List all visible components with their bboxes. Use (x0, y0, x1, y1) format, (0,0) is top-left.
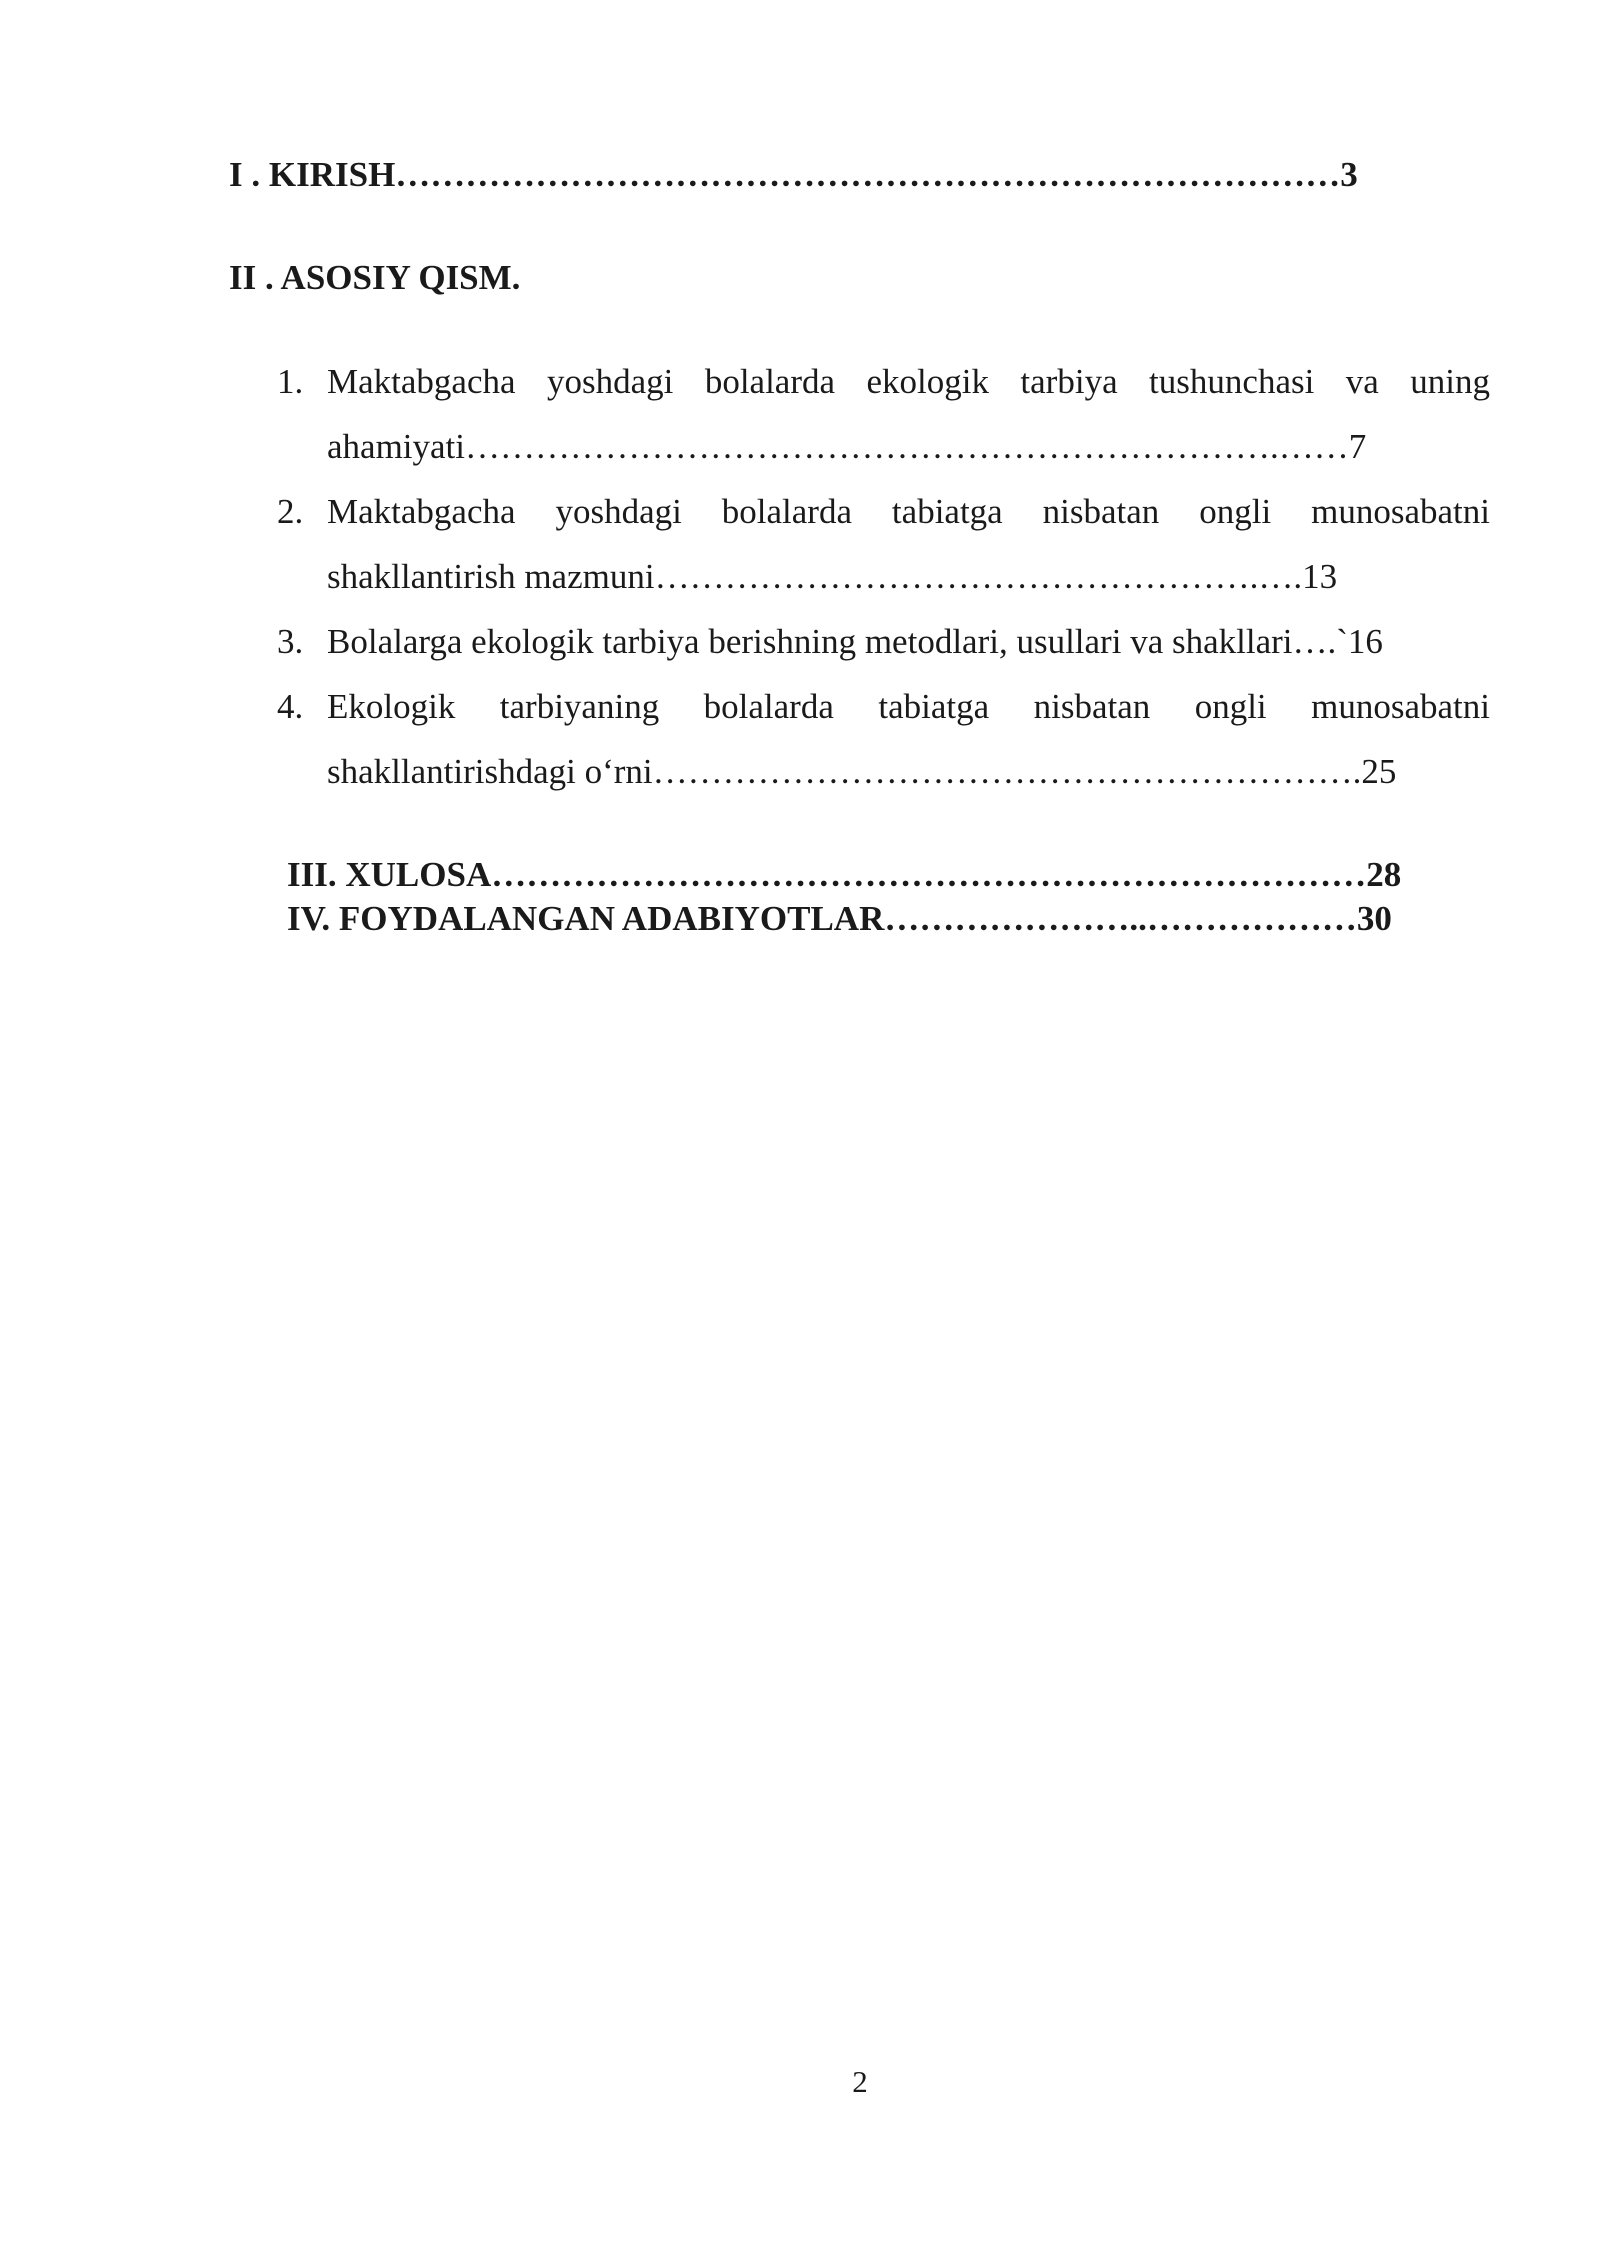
toc-item-title-continuation: shakllantirish mazmuni…………………………………………….….13 (327, 557, 1338, 596)
toc-item-title-continuation: ahamiyati…………………………………………………………….……7 (327, 427, 1367, 466)
toc-item-number: 2. (277, 492, 304, 531)
page-number: 2 (852, 2064, 868, 2099)
toc-kirish: I . KIRISH………………………………………………………………………3 (229, 155, 1358, 194)
toc-item-title: Ekologik tarbiyaning bolalarda tabiatga nisbatan ongli munosabatni (327, 687, 1490, 726)
toc-asosiy-qism: II . ASOSIY QISM. (229, 258, 521, 297)
toc-foydalangan-adabiyotlar: IV. FOYDALANGAN ADABIYOTLAR…………………..………………30 (287, 899, 1392, 938)
toc-item-title: Maktabgacha yoshdagi bolalarda ekologik tarbiya tushunchasi va uning (327, 362, 1490, 401)
toc-item-title-continuation: shakllantirishdagi o‘rni…………………………………………………….25 (327, 752, 1397, 791)
toc-item-number: 4. (277, 687, 304, 726)
toc-xulosa: III. XULOSA…………………………………………………………………28 (287, 855, 1402, 894)
toc-item-number: 1. (277, 362, 304, 401)
toc-item-number: 3. (277, 622, 304, 661)
toc-item-title: Maktabgacha yoshdagi bolalarda tabiatga nisbatan ongli munosabatni (327, 492, 1490, 531)
toc-item-title: Bolalarga ekologik tarbiya berishning metodlari, usullari va shakllari….`16 (327, 622, 1383, 661)
